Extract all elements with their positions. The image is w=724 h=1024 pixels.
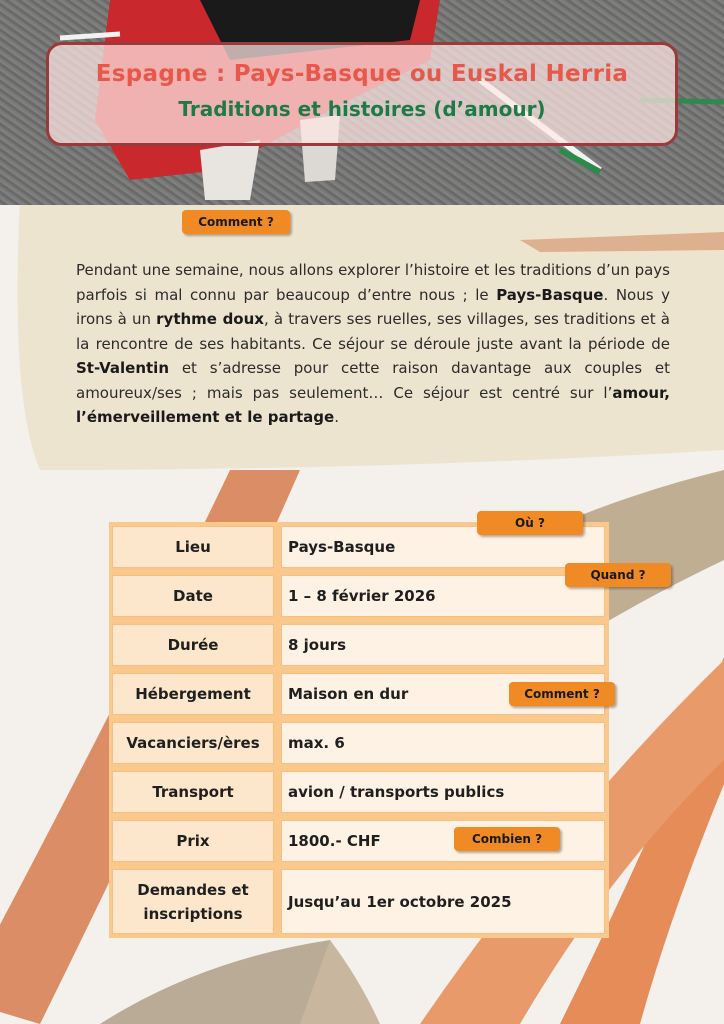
table-row-transport	[109, 771, 609, 813]
tag-combien: Combien ?	[454, 827, 560, 851]
tag-comment-hebergement: Comment ?	[509, 682, 615, 706]
label-hebergement: Hébergement	[112, 673, 274, 715]
intro-bold-st-valentin: St-Valentin	[76, 359, 170, 377]
table-row-duree	[109, 624, 609, 666]
title-box	[46, 42, 678, 146]
value-vacanciers: max. 6	[281, 722, 605, 764]
label-duree: Durée	[112, 624, 274, 666]
tag-quand: Quand ?	[565, 563, 671, 587]
intro-text-1: Pendant une semaine, nous allons explorer l’histoire et les traditions d’un pays parfois si mal connu par beaucoup d’entre nous ; le	[76, 261, 670, 304]
tag-ou: Où ?	[477, 511, 583, 535]
intro-bold-amour: amour, l’émerveillement et le partage	[76, 383, 670, 426]
value-inscriptions: Jusqu’au 1er octobre 2025	[281, 869, 605, 934]
intro-text-5: .	[334, 408, 339, 426]
intro-text-3: , à travers ses ruelles, ses villages, ses traditions et à la rencontre de ses habitants. Ce séjour se déroule juste avant la période de	[76, 310, 670, 353]
label-date: Date	[112, 575, 274, 617]
table-row-date	[109, 575, 609, 617]
value-date: 1 – 8 février 2026	[281, 575, 605, 617]
intro-paragraph	[76, 258, 670, 430]
label-vacanciers: Vacanciers/ères	[112, 722, 274, 764]
page-title: Espagne : Pays-Basque ou Euskal Herria	[95, 61, 629, 87]
value-hebergement: Maison en dur	[281, 673, 605, 715]
label-inscriptions: Demandes et inscriptions	[112, 869, 274, 934]
value-transport: avion / transports publics	[281, 771, 605, 813]
label-transport: Transport	[112, 771, 274, 813]
table-row-vacanciers	[109, 722, 609, 764]
label-lieu: Lieu	[112, 526, 274, 568]
info-table	[109, 522, 609, 938]
value-duree: 8 jours	[281, 624, 605, 666]
table-row-inscriptions	[109, 869, 609, 934]
page-subtitle: Traditions et histoires (d’amour)	[178, 97, 546, 121]
intro-bold-rythme-doux: rythme doux	[156, 310, 264, 328]
intro-text-4: et s’adresse pour cette raison davantage aux couples et amoureux/ses ; mais pas seulement… Ce séjour est centré sur l’	[76, 359, 670, 402]
value-prix: 1800.- CHF	[281, 820, 605, 862]
value-lieu: Pays-Basque	[281, 526, 605, 568]
intro-bold-pays-basque: Pays-Basque	[496, 285, 604, 304]
intro-text-2: . Nous y irons à un	[76, 285, 671, 328]
tag-comment-intro: Comment ?	[182, 210, 290, 234]
label-prix: Prix	[112, 820, 274, 862]
